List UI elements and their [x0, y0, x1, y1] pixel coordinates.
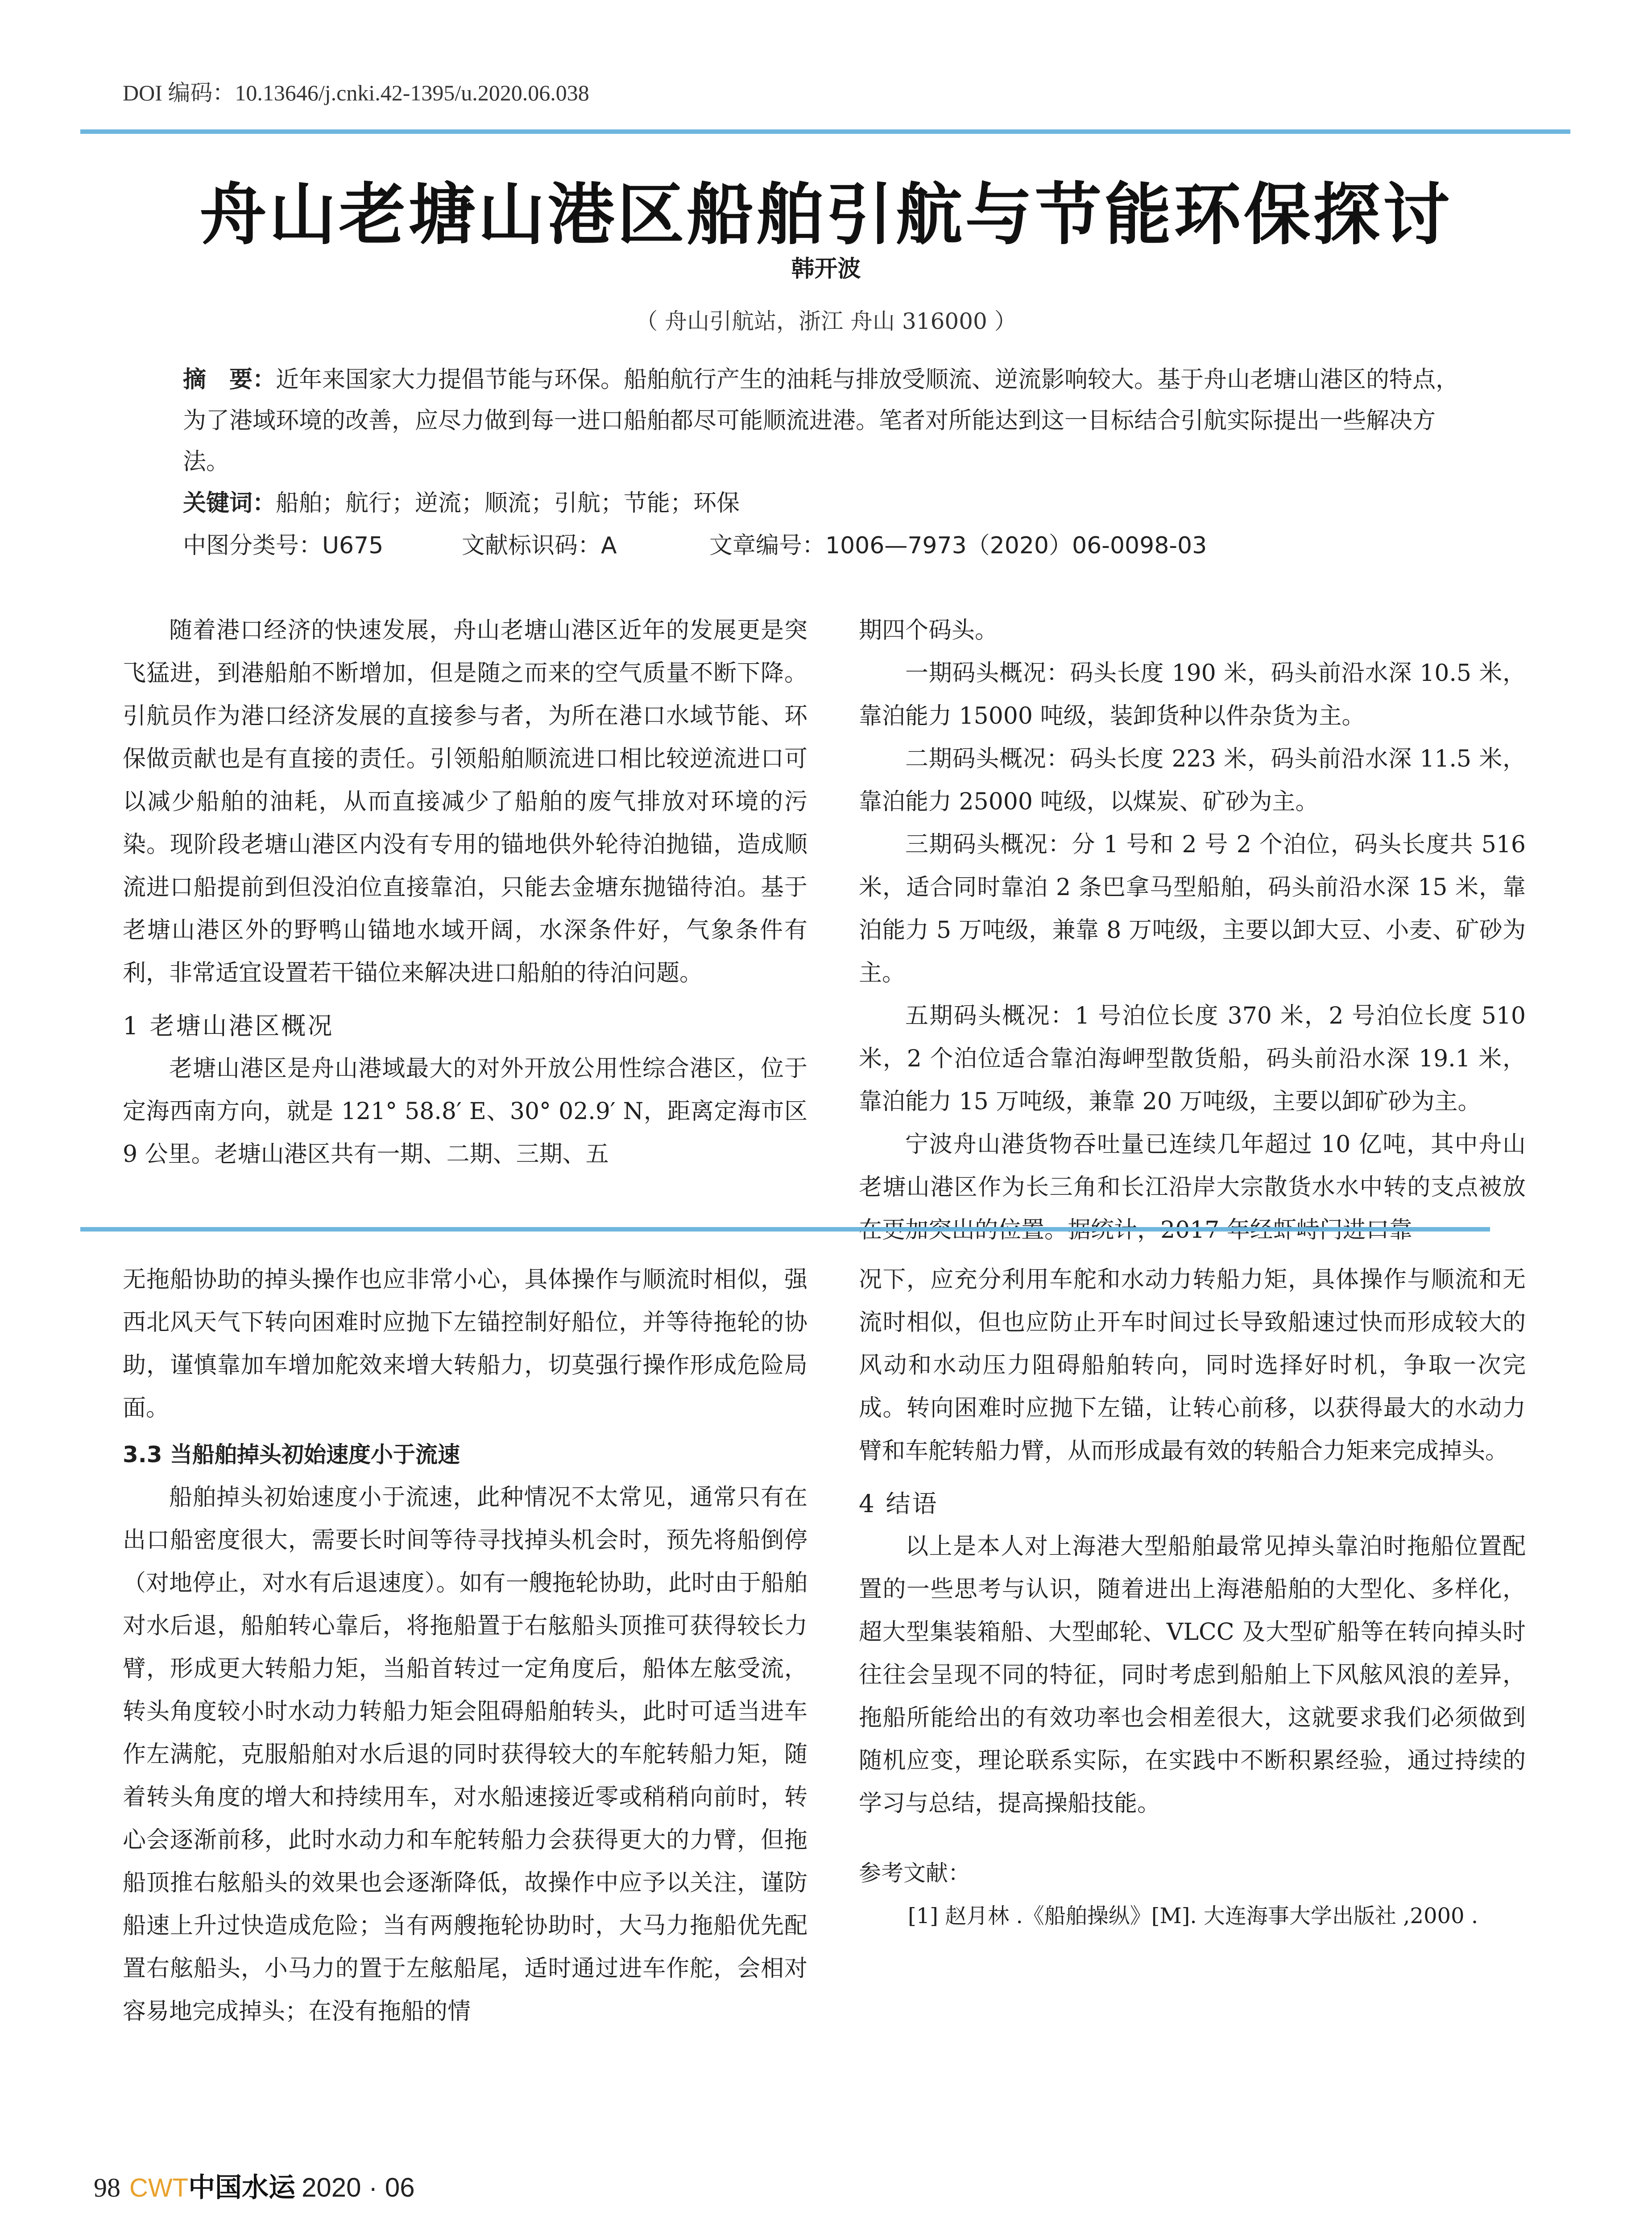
abstract — [183, 359, 1481, 482]
section-heading: 1 老塘山港区概况 — [123, 1012, 334, 1040]
journal-name: 中国水运 — [188, 2172, 296, 2203]
section-heading: 4 结语 — [859, 1489, 939, 1518]
article-title: 舟山老塘山港区船舶引航与节能环保探讨 — [199, 175, 1453, 254]
paragraph: 随着港口经济的快速发展，舟山老塘山港区近年的发展更是突飞猛进，到港船舶不断增加，但是随之而来的空气质量不断下降。引航员作为港口经济发展的直接参与者，为所在港口水域节能、环保做贡献也是有直接的责任。引领船舶顺流进口相比较逆流进口可以减少船舶的油耗，从而直接减少了船舶的废气排放对环境的污染。现阶段老塘山港区内没有专用的锚地供外轮待泊抛锚，造成顺流进口船提前到但没泊位直接靠泊，只能去金塘东抛锚待泊。基于老塘山港区外的野鸭山锚地水域开阔，水深条件好，气象条件有利，非常适宜设置若干锚位来解决进口船舶的待泊问题。 — [123, 617, 807, 987]
paragraph: 船舶掉头初始速度小于流速，此种情况不太常见，通常只有在出口船密度很大，需要长时间等待寻找掉头机会时，预先将船倒停（对地停止，对水有后退速度）。如有一艘拖轮协助，此时由于船舶对水后退，船舶转心靠后，将拖船置于右舷船头顶推可获得较长力臂，形成更大转船力矩，当船首转过一定角度后，船体左舷受流，转头角度较小时水动力转船力矩会阻碍船舶转头，此时可适当进车作左满舵，克服船舶对水后退的同时获得较大的车舵转船力矩，随着转头角度的增大和持续用车，对水船速接近零或稍稍向前时，转心会逐渐前移，此时水动力和车舵转船力会获得更大的力臂，但拖船顶推右舷船头的效果也会逐渐降低，故操作中应予以关注，谨防船速上升过快造成危险；当有两艘拖轮协助时，大马力拖船优先配置右舷船头，小马力的置于左舷船尾，适时通过进车作舵，会相对容易地完成掉头；在没有拖船的情 — [123, 1484, 807, 2025]
paragraph: 三期码头概况：分 1 号和 2 号 2 个泊位，码头长度共 516 米，适合同时靠泊 2 条巴拿马型船舶，码头前沿水深 15 米，靠泊能力 5 万吨级，兼靠 8 万吨级，主要以卸大豆、小麦、矿砂为主。 — [859, 831, 1526, 987]
paragraph: 老塘山港区是舟山港域最大的对外开放公用性综合港区，位于定海西南方向，就是 121° 58.8′ E、30° 02.9′ N，距离定海市区 9 公里。老塘山港区共有一期、二期、三期、五 — [123, 1055, 807, 1168]
column-4 — [859, 1258, 1526, 1937]
reference-item: [1] 赵月林 .《船舶操纵》[M]. 大连海事大学出版社 ,2000 . — [908, 1903, 1478, 1928]
page-footer — [94, 2166, 415, 2205]
paragraph: 五期码头概况：1 号泊位长度 370 米，2 号泊位长度 510 米，2 个泊位适合靠泊海岬型散货船，码头前沿水深 19.1 米，靠泊能力 15 万吨级，兼靠 20 万吨级，主要以卸矿砂为主。 — [859, 1003, 1526, 1115]
issue-number: 2020 · 06 — [302, 2173, 415, 2202]
middle-rule — [80, 1227, 1490, 1232]
paragraph: 以上是本人对上海港大型船舶最常见掉头靠泊时拖船位置配置的一些思考与认识，随着进出上海港船舶的大型化、多样化，超大型集装箱船、大型邮轮、VLCC 及大型矿船等在转向掉头时往往会呈现不同的特征，同时考虑到船舶上下风舷风浪的差异，拖船所能给出的有效功率也会相差很大，这就要求我们必须做到随机应变，理论联系实际，在实践中不断积累经验，通过持续的学习与总结，提高操船技能。 — [859, 1533, 1526, 1817]
subsection-heading: 3.3 当船舶掉头初始速度小于流速 — [123, 1442, 460, 1468]
references-title: 参考文献： — [859, 1860, 970, 1886]
document-code: 文献标识码：A — [462, 532, 617, 559]
abstract-label: 摘 要： — [183, 366, 276, 393]
class-number: 中图分类号：U675 — [183, 532, 384, 559]
affiliation: （ 舟山引航站，浙江 舟山 316000 ） — [635, 308, 1017, 334]
keywords — [183, 484, 740, 518]
column-1 — [123, 609, 807, 1176]
paragraph: 一期码头概况：码头长度 190 米，码头前沿水深 10.5 米，靠泊能力 15000 吨级，装卸货种以件杂货为主。 — [859, 660, 1526, 730]
paragraph: 期四个码头。 — [859, 617, 998, 644]
column-3 — [123, 1258, 807, 2033]
paragraph: 二期码头概况：码头长度 223 米，码头前沿水深 11.5 米，靠泊能力 25000 吨级，以煤炭、矿砂为主。 — [859, 746, 1526, 815]
top-rule — [80, 129, 1570, 134]
paragraph: 无拖船协助的掉头操作也应非常小心，具体操作与顺流时相似，强西北风天气下转向困难时应抛下左锚控制好船位，并等待拖轮的协助，谨慎靠加车增加舵效来增大转船力，切莫强行操作形成危险局面。 — [123, 1266, 807, 1422]
doi-line: DOI 编码：10.13646/j.cnki.42-1395/u.2020.06.038 — [123, 80, 589, 105]
abstract-text: 近年来国家大力提倡节能与环保。船舶航行产生的油耗与排放受顺流、逆流影响较大。基于舟山老塘山港区的特点，为了港域环境的改善，应尽力做到每一进口船舶都尽可能顺流进港。笔者对所能达到这一目标结合引航实际提出一些解决方法。 — [183, 366, 1459, 475]
paragraph: 宁波舟山港货物吞吐量已连续几年超过 10 亿吨，其中舟山老塘山港区作为长三角和长江沿岸大宗散货水水中转的支点被放 — [859, 1131, 1526, 1201]
author-name: 韩开波 — [791, 256, 861, 282]
column-2 — [859, 609, 1526, 1252]
keywords-text: 船舶；航行；逆流；顺流；引航；节能；环保 — [276, 490, 740, 517]
keywords-label: 关键词： — [183, 490, 276, 517]
article-number: 文章编号：1006—7973（2020）06-0098-03 — [709, 532, 1207, 559]
journal-logo-cwt: CWT — [129, 2173, 189, 2202]
page-number: 98 — [94, 2173, 120, 2202]
paragraph: 况下，应充分利用车舵和水动力转船力矩，具体操作与顺流和无流时相似，但也应防止开车时间过长导致船速过快而形成较大的风动和水动压力阻碍船舶转向，同时选择好时机，争取一次完成。转向困难时应抛下左锚，让转心前移，以获得最大的水动力臂和车舵转船力臂，从而形成最有效的转船合力矩来完成掉头。 — [859, 1266, 1526, 1464]
